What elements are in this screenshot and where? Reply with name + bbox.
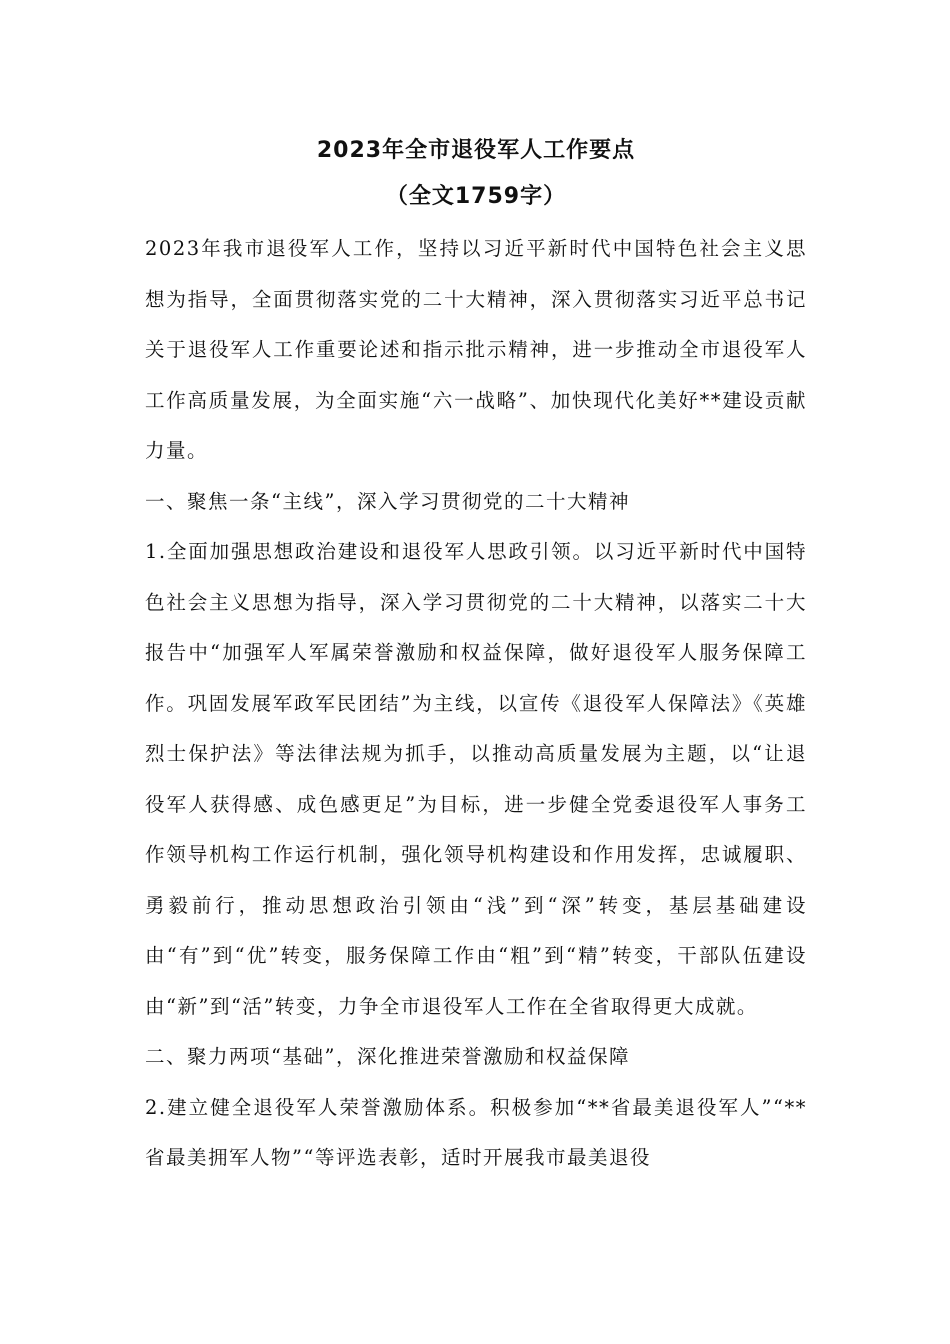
intro-paragraph: 2023年我市退役军人工作，坚持以习近平新时代中国特色社会主义思想为指导，全面贯彻落实党的二十大精神，深入贯彻落实习近平总书记关于退役军人工作重要论述和指示批示精神，进一步推动全市退役军人工作高质量发展，为全面实施“六一战略”、加快现代化美好**建设贡献力量。 <box>145 237 807 462</box>
item-paragraph-1: 1.全面加强思想政治建设和退役军人思政引领。以习近平新时代中国特色社会主义思想为指导，深入学习贯彻党的二十大精神，以落实二十大报告中“加强军人军属荣誉激励和权益保障，做好退役军人服务保障工作。巩固发展军政军民团结”为主线，以宣传《退役军人保障法》《英雄烈士保护法》等法律法规为抓手，以推动高质量发展为主题，以“让退役军人获得感、成色感更足”为目标，进一步健全党委退役军人事务工作领导机构工作运行机制，强化领导机构建设和作用发挥，忠诚履职、勇毅前行，推动思想政治引领由“浅”到“深”转变，基层基础建设由“有”到“优”转变，服务保障工作由“粗”到“精”转变，干部队伍建设由“新”到“活”转变，力争全市退役军人工作在全省取得更大成就。 <box>145 540 807 1018</box>
section-heading-2: 二、聚力两项“基础”，深化推进荣誉激励和权益保障 <box>145 1045 630 1068</box>
section-heading-1: 一、聚焦一条“主线”，深入学习贯彻党的二十大精神 <box>145 489 630 513</box>
document-subtitle: （全文1759字） <box>385 184 567 209</box>
document-body <box>145 128 807 1184</box>
document-title: 2023年全市退役军人工作要点 <box>316 138 636 163</box>
item-paragraph-2: 2.建立健全退役军人荣誉激励体系。积极参加“**省最美退役军人”“**省最美拥军人物”“等评选表彰，适时开展我市最美退役 <box>145 1095 807 1169</box>
